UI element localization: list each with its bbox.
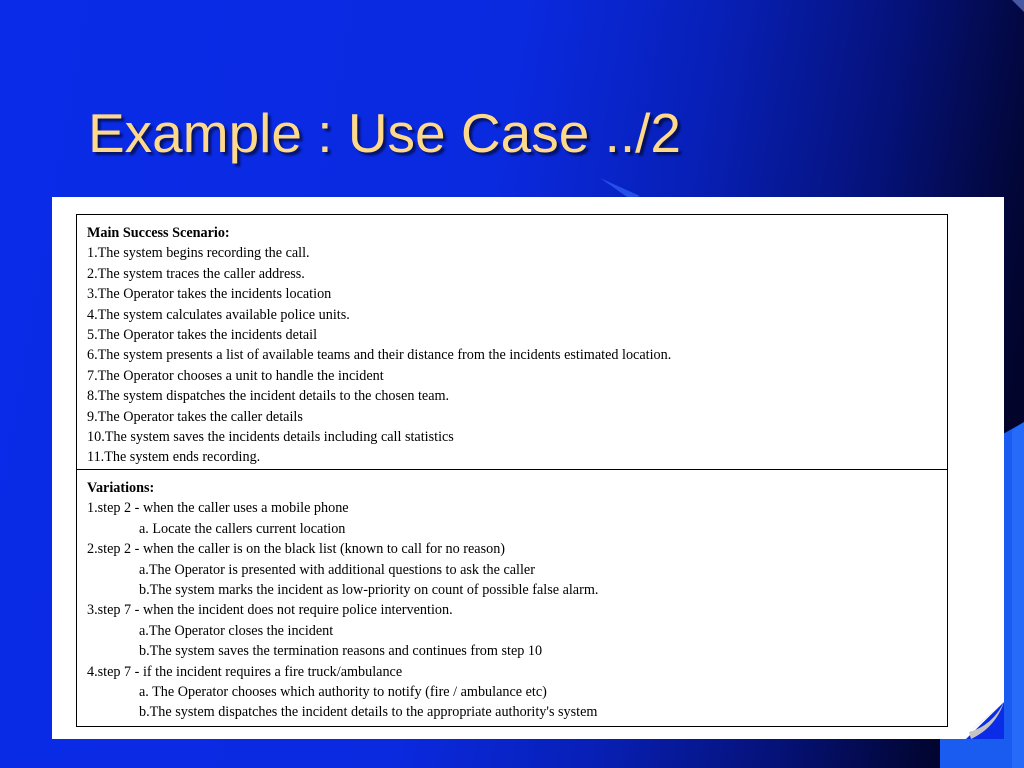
scenario-step: 7.The Operator chooses a unit to handle the incident xyxy=(87,367,384,384)
corner-accent-highlight xyxy=(1012,422,1024,768)
scenario-step: 3.The Operator takes the incidents location xyxy=(87,286,332,303)
variation-item: 2.step 2 - when the caller is on the black list (known to call for no reason) xyxy=(87,541,506,558)
page-curl-icon xyxy=(966,702,1004,739)
variation-subitem: a.The Operator closes the incident xyxy=(139,622,334,639)
variation-item: 4.step 7 - if the incident requires a fire truck/ambulance xyxy=(87,663,403,680)
main-success-heading: Main Success Scenario: xyxy=(87,225,230,241)
scenario-step: 2.The system traces the caller address. xyxy=(87,265,305,282)
main-success-scenario-section xyxy=(77,215,947,470)
scenario-step: 5.The Operator takes the incidents detail xyxy=(87,326,318,343)
scenario-step: 4.The system calculates available police units. xyxy=(87,306,350,323)
variation-item: 3.step 7 - when the incident does not require police intervention. xyxy=(87,602,453,619)
variations-section xyxy=(77,470,947,723)
variation-subitem: b.The system dispatches the incident details to the appropriate authority's system xyxy=(139,704,598,721)
scenario-step: 8.The system dispatches the incident details to the chosen team. xyxy=(87,388,450,405)
variations-heading: Variations: xyxy=(87,480,155,496)
variation-item: 1.step 2 - when the caller uses a mobile phone xyxy=(87,500,349,517)
scenario-step: 11.The system ends recording. xyxy=(87,449,261,466)
scenario-step: 1.The system begins recording the call. xyxy=(87,245,310,262)
variation-subitem: a. The Operator chooses which authority to notify (fire / ambulance etc) xyxy=(139,683,547,700)
corner-fold-mark xyxy=(1012,0,1024,12)
variation-subitem: a. Locate the callers current location xyxy=(139,520,346,537)
variation-subitem: b.The system saves the termination reasons and continues from step 10 xyxy=(139,643,543,660)
variation-subitem: b.The system marks the incident as low-priority on count of possible false alarm. xyxy=(139,581,599,598)
slide-title: Example : Use Case ../2 xyxy=(88,102,682,164)
use-case-table xyxy=(76,214,948,727)
scenario-step: 10.The system saves the incidents details including call statistics xyxy=(87,428,454,445)
scenario-step: 9.The Operator takes the caller details xyxy=(87,408,303,425)
light-streak xyxy=(600,178,640,199)
variation-subitem: a.The Operator is presented with additional questions to ask the caller xyxy=(139,561,535,578)
scenario-step: 6.The system presents a list of available teams and their distance from the incidents estimated location. xyxy=(87,347,672,364)
